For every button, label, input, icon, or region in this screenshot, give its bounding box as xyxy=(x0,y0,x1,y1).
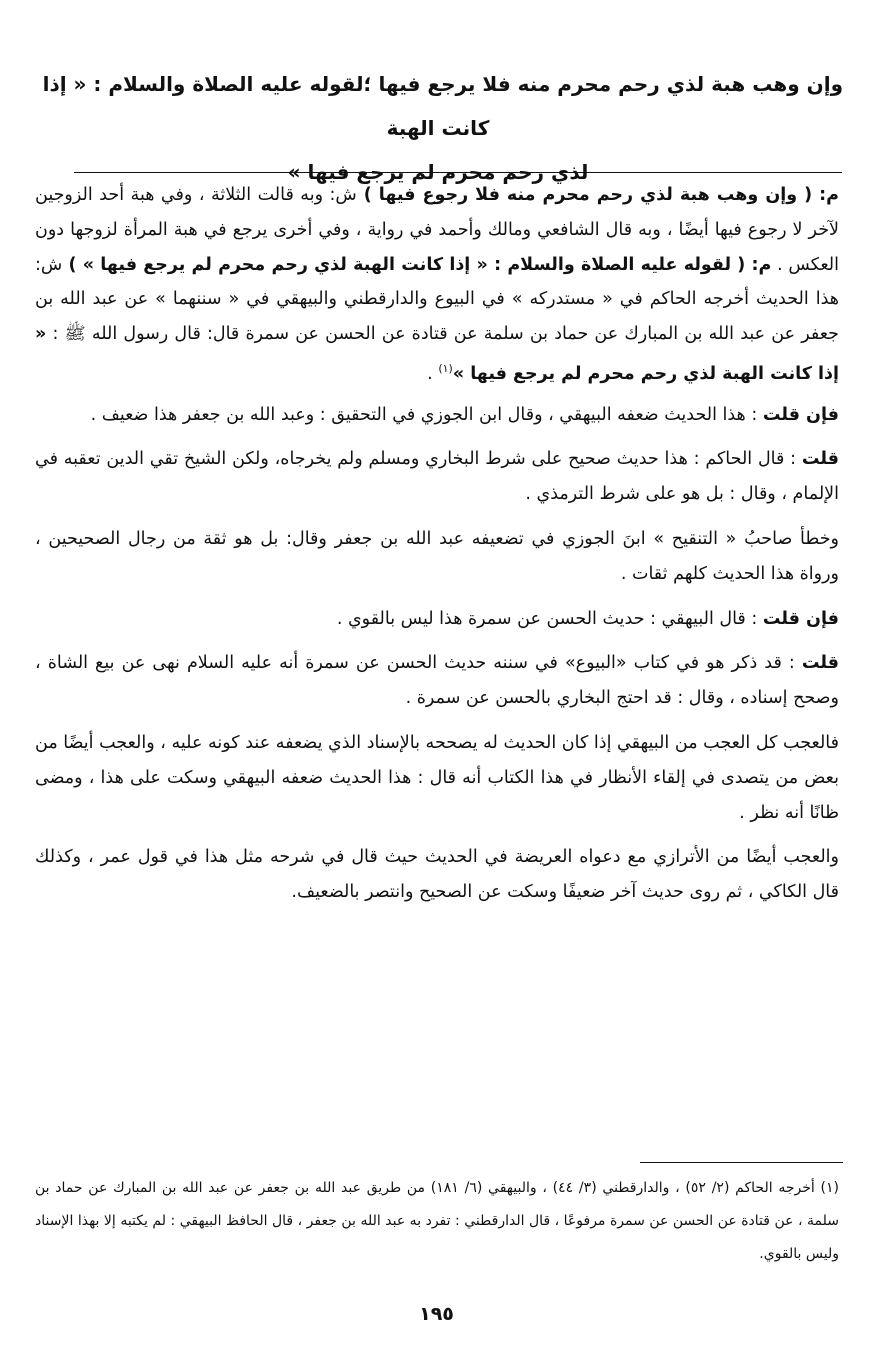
paragraph-text: وخطأ صاحبُ « التنقيح » ابنَ الجوزي في تضعيفه عبد الله بن جعفر وقال: بل هو ثقة من رجال الصحيحين ، ورواة هذا الحديث كلهم ثقات . xyxy=(35,529,839,584)
matn-line-2: لذي رحم محرم لم يرجع فيها » xyxy=(287,160,589,184)
paragraph-end: . xyxy=(427,363,439,384)
paragraph-text: : قال الحاكم : هذا حديث صحيح على شرط البخاري ومسلم ولم يخرجاه، ولكن الشيخ تقي الدين تعقبه في الإلمام ، وقال : بل هو على شرط الترمذي . xyxy=(35,449,839,505)
paragraph-8 xyxy=(35,840,839,910)
paragraph-3 xyxy=(35,442,839,512)
footnote-divider xyxy=(640,1162,843,1163)
paragraph-5 xyxy=(35,602,839,637)
paragraph-text: : هذا الحديث ضعفه البيهقي ، وقال ابن الجوزي في التحقيق : وعبد الله بن جعفر هذا ضعيف . xyxy=(90,404,763,425)
paragraph-7 xyxy=(35,726,839,830)
matn-text xyxy=(33,62,843,194)
footnote: (١) أخرجه الحاكم (٢/ ٥٢) ، والدارقطني (٣/ ٤٤) ، والبيهقي (٦/ ١٨١) من طريق عبد الله بن جعفر عن عبد الله بن المبارك عن حماد بن سلمة ، عن قتادة عن الحسن عن سمرة مرفوعًا ، قال الدارقطني : تفرد به عبد الله بن جعفر ، قال الحافظ البيهقي : لم يكتبه إلا بهذا الإسناد وليس بالقوي. xyxy=(35,1180,840,1262)
sharh-text-2: ش: هذا الحديث أخرجه الحاكم في « مستدركه » في البيوع والدارقطني والبيهقي في « سننهما » عن عبد الله بن جعفر عن عبد الله بن المبارك عن حماد بن سلمة عن قتادة عن الحسن عن سمرة قال: قال رسول الله ﷺ : xyxy=(35,254,839,345)
page-number: ١٩٥ xyxy=(419,1303,454,1325)
footnote-ref: (١) xyxy=(438,361,453,375)
sharh-text-1: ش: وبه قالت الثلاثة ، وفي هبة أحد الزوجين لآخر لا رجوع فيها أيضًا ، وبه قال الشافعي ومالك وأحمد في رواية ، وفي أخرى يرجع في هبة المرأة لزوجها دون العكس . xyxy=(35,185,839,275)
paragraph-6 xyxy=(35,646,839,716)
matn-line-1: وإن وهب هبة لذي رحم محرم منه فلا يرجع فيها ؛لقوله عليه الصلاة والسلام : « إذا كانت الهبة xyxy=(42,72,843,140)
paragraph-lead: فإن قلت xyxy=(762,404,839,425)
paragraph-1 xyxy=(35,178,839,392)
header-divider xyxy=(74,172,842,173)
paragraph-text: : قد ذكر هو في كتاب «البيوع» في سننه حديث الحسن عن سمرة أنه عليه السلام نهى عن بيع الشاة ، وصحح إسناده ، وقال : قد احتج البخاري بالحسن عن سمرة . xyxy=(35,653,839,709)
paragraph-4 xyxy=(35,522,839,592)
commentary-body xyxy=(35,178,839,920)
paragraph-2 xyxy=(35,398,839,433)
matn-quote-1: م: ( وإن وهب هبة لذي رحم محرم منه فلا رجوع فيها ) xyxy=(356,185,839,205)
paragraph-text: فالعجب كل العجب من البيهقي إذا كان الحديث له يصححه بالإسناد الذي يضعفه عند كونه عليه ، والعجب أيضًا من بعض من يتصدى في إلقاء الأنظار في هذا الكتاب أنه قال : هذا الحديث ضعفه البيهقي وسكت على هذا ، ومضى ظانًا أنه نظر . xyxy=(35,732,839,823)
hadith-quote: « إذا كانت الهبة لذي رحم محرم لم يرجع فيها » xyxy=(35,324,839,384)
paragraph-lead: قلت xyxy=(801,449,839,470)
paragraph-text: : قال البيهقي : حديث الحسن عن سمرة هذا ليس بالقوي . xyxy=(336,608,763,629)
paragraph-lead: قلت xyxy=(801,653,839,674)
paragraph-lead: فإن قلت xyxy=(762,608,839,629)
paragraph-text: والعجب أيضًا من الأترازي مع دعواه العريضة في الحديث حيث قال في شرحه مثل هذا في قول عمر ، وكذلك قال الكاكي ، ثم روى حديث آخر ضعيفًا وسكت عن الصحيح وانتصر بالضعيف. xyxy=(35,847,839,903)
matn-quote-2: م: ( لقوله عليه الصلاة والسلام : « إذا كانت الهبة لذي رحم محرم لم يرجع فيها » ) xyxy=(62,254,772,275)
